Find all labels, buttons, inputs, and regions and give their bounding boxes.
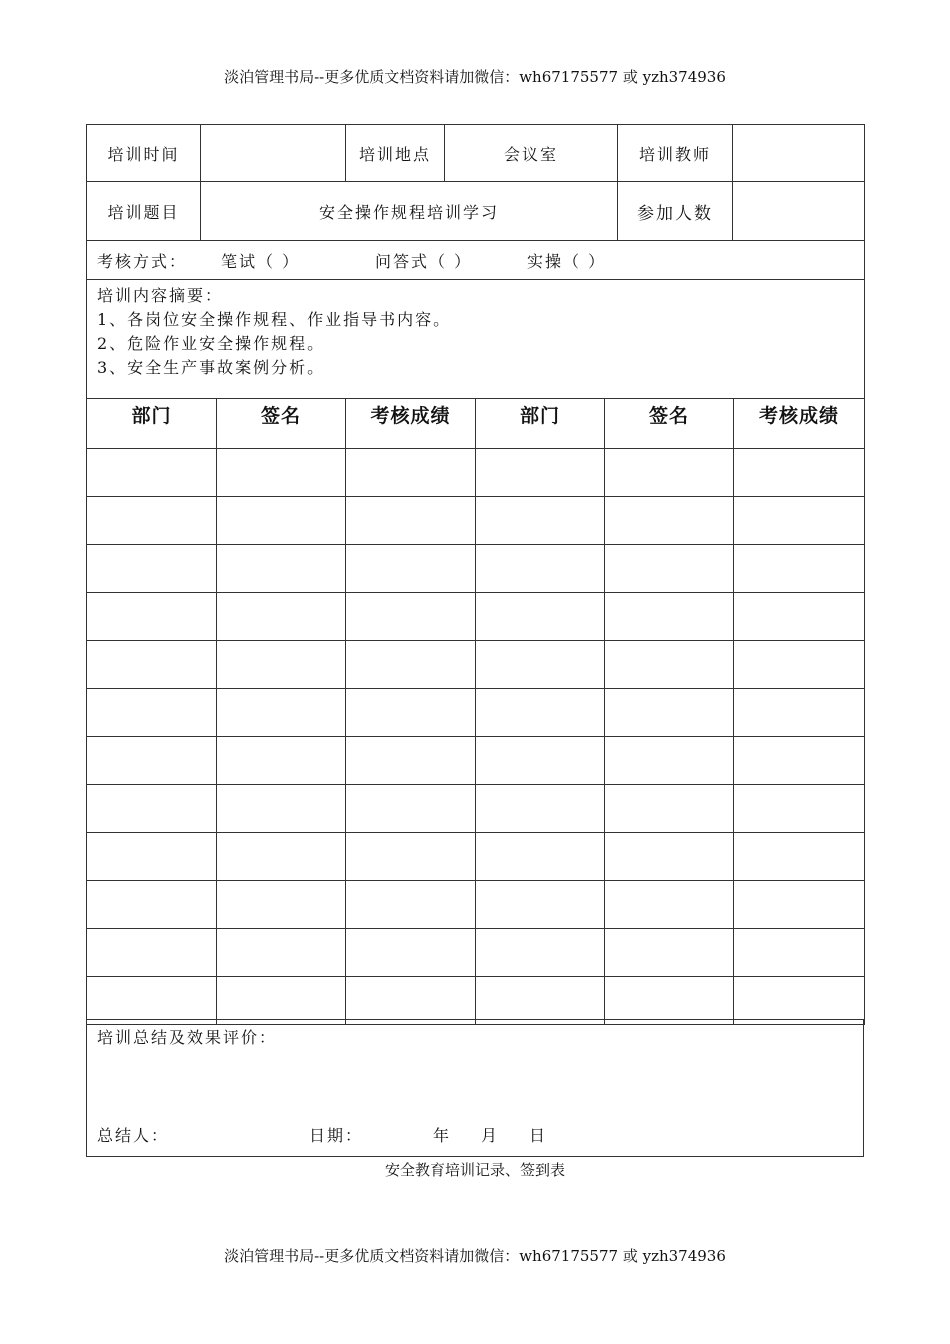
sign-cell[interactable]	[87, 977, 217, 1025]
header-signature: 签名	[217, 399, 346, 449]
sign-cell[interactable]	[476, 689, 605, 737]
sign-cell[interactable]	[734, 689, 865, 737]
sign-cell[interactable]	[346, 593, 476, 641]
sign-cell[interactable]	[346, 929, 476, 977]
sign-cell[interactable]	[605, 641, 734, 689]
date-label: 日期：	[309, 1126, 364, 1145]
sign-cell[interactable]	[346, 833, 476, 881]
sign-cell[interactable]	[87, 689, 217, 737]
sign-cell[interactable]	[217, 497, 346, 545]
summary-item: 2、危险作业安全操作规程。	[97, 334, 326, 353]
sign-cell[interactable]	[346, 737, 476, 785]
training-time-label: 培训时间	[87, 125, 201, 182]
table-row	[87, 929, 865, 977]
sign-cell[interactable]	[346, 785, 476, 833]
sign-cell[interactable]	[217, 737, 346, 785]
sign-cell[interactable]	[476, 449, 605, 497]
training-teacher-value[interactable]	[733, 125, 865, 182]
sign-cell[interactable]	[346, 689, 476, 737]
training-summary-cell	[87, 280, 865, 399]
table-row	[87, 545, 865, 593]
table-row	[87, 737, 865, 785]
sign-cell[interactable]	[734, 737, 865, 785]
table-row	[87, 785, 865, 833]
table-row	[87, 881, 865, 929]
table-row	[87, 977, 865, 1025]
sign-cell[interactable]	[346, 977, 476, 1025]
table-row	[87, 593, 865, 641]
header-score: 考核成绩	[734, 399, 865, 449]
sign-cell[interactable]	[217, 977, 346, 1025]
day-label: 日	[529, 1126, 548, 1145]
header-score: 考核成绩	[346, 399, 476, 449]
training-topic-label: 培训题目	[87, 182, 201, 241]
table-row	[87, 497, 865, 545]
sign-cell[interactable]	[605, 593, 734, 641]
sign-cell[interactable]	[734, 545, 865, 593]
sign-cell[interactable]	[605, 977, 734, 1025]
sign-cell[interactable]	[734, 593, 865, 641]
training-location-label: 培训地点	[346, 125, 445, 182]
sign-table-header-row	[87, 399, 865, 449]
sign-cell[interactable]	[734, 977, 865, 1025]
sign-cell[interactable]	[87, 545, 217, 593]
sign-cell[interactable]	[87, 497, 217, 545]
table-row	[87, 449, 865, 497]
evaluation-title: 培训总结及效果评价：	[97, 1028, 278, 1047]
sign-cell[interactable]	[346, 545, 476, 593]
training-info-table	[86, 124, 865, 399]
training-location-value[interactable]: 会议室	[445, 125, 618, 182]
summary-item: 3、安全生产事故案例分析。	[97, 358, 326, 377]
sign-cell[interactable]	[217, 785, 346, 833]
sign-cell[interactable]	[87, 929, 217, 977]
sign-cell[interactable]	[476, 929, 605, 977]
sign-in-table	[86, 398, 865, 1025]
table-row	[87, 833, 865, 881]
sign-cell[interactable]	[476, 833, 605, 881]
training-time-value[interactable]	[201, 125, 346, 182]
sign-cell[interactable]	[87, 449, 217, 497]
assessment-method-label: 考核方式：	[97, 251, 188, 271]
header-department: 部门	[476, 399, 605, 449]
sign-cell[interactable]	[605, 785, 734, 833]
training-teacher-label: 培训教师	[618, 125, 733, 182]
header-department: 部门	[87, 399, 217, 449]
header-watermark-note: 淡泊管理书局--更多优质文档资料请加微信：wh67175577 或 yzh374936	[224, 68, 726, 86]
table-row	[87, 641, 865, 689]
sign-cell[interactable]	[217, 449, 346, 497]
sign-cell[interactable]	[476, 545, 605, 593]
table-row	[87, 689, 865, 737]
sign-cell[interactable]	[476, 737, 605, 785]
sign-cell[interactable]	[87, 881, 217, 929]
sign-cell[interactable]	[605, 929, 734, 977]
sign-cell[interactable]	[346, 497, 476, 545]
sign-cell[interactable]	[476, 977, 605, 1025]
form-caption: 安全教育培训记录、签到表	[384, 1161, 565, 1179]
participant-count-value[interactable]	[733, 182, 865, 241]
sign-cell[interactable]	[217, 689, 346, 737]
sign-cell[interactable]	[734, 833, 865, 881]
sign-cell[interactable]	[605, 449, 734, 497]
evaluation-cell[interactable]	[87, 1020, 864, 1157]
sign-cell[interactable]	[605, 497, 734, 545]
sign-cell[interactable]	[734, 881, 865, 929]
evaluation-table	[86, 1019, 864, 1157]
sign-cell[interactable]	[217, 641, 346, 689]
summary-item: 1、各岗位安全操作规程、作业指导书内容。	[97, 310, 452, 329]
assessment-qa-option[interactable]: 问答式（ ）	[375, 251, 473, 271]
sign-cell[interactable]	[734, 449, 865, 497]
sign-cell[interactable]	[605, 833, 734, 881]
sign-cell[interactable]	[605, 689, 734, 737]
sign-cell[interactable]	[87, 737, 217, 785]
summarizer-label: 总结人：	[97, 1126, 170, 1145]
sign-cell[interactable]	[734, 929, 865, 977]
assessment-written-option[interactable]: 笔试（ ）	[221, 251, 301, 271]
participant-count-label: 参加人数	[618, 182, 733, 241]
sign-cell[interactable]	[476, 785, 605, 833]
year-label: 年	[433, 1126, 452, 1145]
sign-cell[interactable]	[605, 737, 734, 785]
assessment-method-row	[87, 241, 865, 280]
footer-watermark-note: 淡泊管理书局--更多优质文档资料请加微信：wh67175577 或 yzh374936	[224, 1247, 726, 1265]
training-topic-value[interactable]: 安全操作规程培训学习	[201, 182, 618, 241]
sign-cell[interactable]	[87, 593, 217, 641]
sign-cell[interactable]	[734, 641, 865, 689]
header-signature: 签名	[605, 399, 734, 449]
sign-cell[interactable]	[217, 593, 346, 641]
sign-cell[interactable]	[476, 881, 605, 929]
sign-cell[interactable]	[734, 497, 865, 545]
sign-cell[interactable]	[476, 641, 605, 689]
sign-cell[interactable]	[346, 881, 476, 929]
sign-cell[interactable]	[346, 641, 476, 689]
sign-cell[interactable]	[346, 449, 476, 497]
sign-cell[interactable]	[605, 881, 734, 929]
sign-cell[interactable]	[217, 833, 346, 881]
sign-cell[interactable]	[734, 785, 865, 833]
sign-cell[interactable]	[217, 545, 346, 593]
sign-cell[interactable]	[476, 497, 605, 545]
month-label: 月	[481, 1126, 500, 1145]
sign-cell[interactable]	[87, 641, 217, 689]
sign-cell[interactable]	[87, 833, 217, 881]
sign-cell[interactable]	[87, 785, 217, 833]
sign-cell[interactable]	[217, 929, 346, 977]
sign-cell[interactable]	[217, 881, 346, 929]
sign-cell[interactable]	[476, 593, 605, 641]
summary-title: 培训内容摘要：	[97, 286, 224, 305]
assessment-practical-option[interactable]: 实操（ ）	[527, 251, 607, 271]
sign-cell[interactable]	[605, 545, 734, 593]
